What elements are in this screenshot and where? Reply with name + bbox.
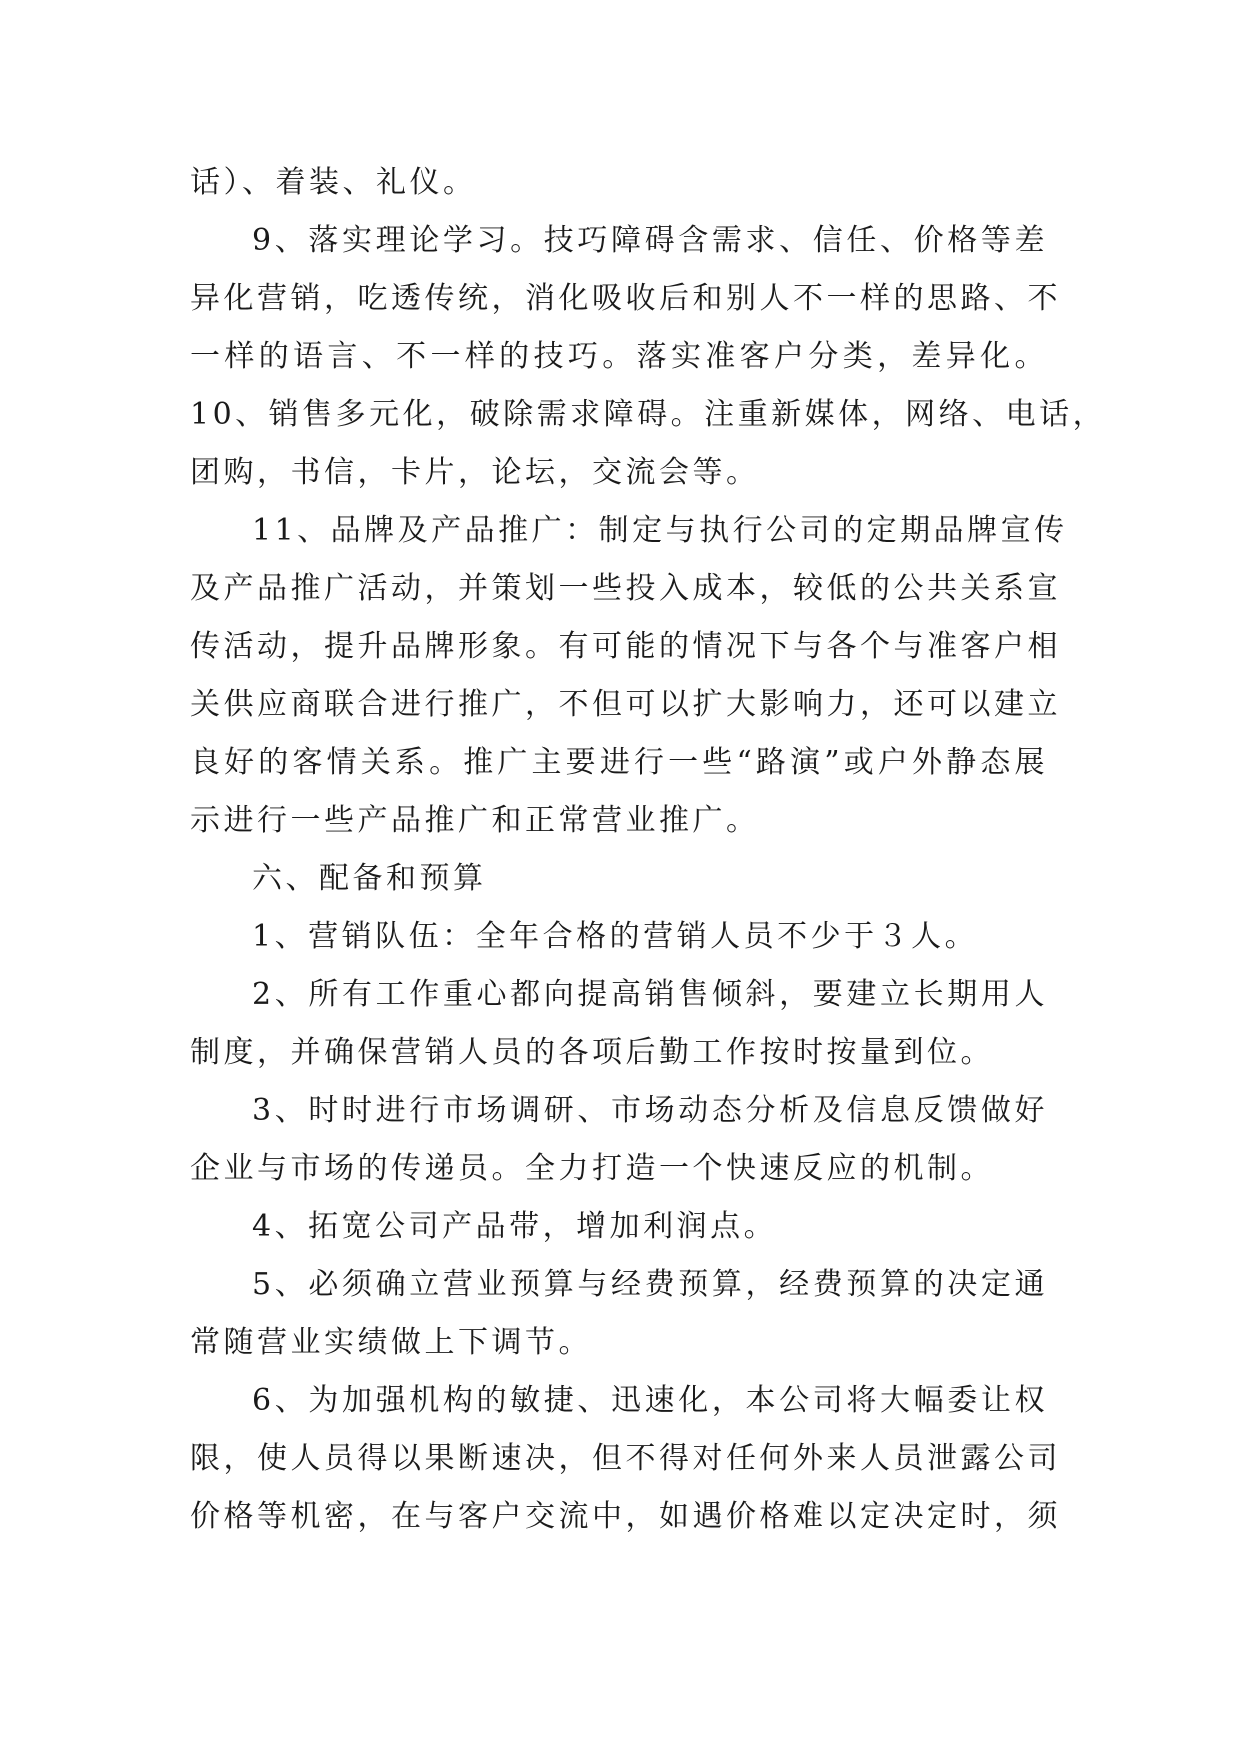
text-line: 异化营销，吃透传统，消化吸收后和别人不一样的思路、不: [190, 281, 1061, 316]
text-line: 制度，并确保营销人员的各项后勤工作按时按量到位。: [190, 1035, 994, 1070]
text-line: 6、为加强机构的敏捷、迅速化，本公司将大幅委让权: [252, 1383, 1048, 1418]
text-line: 企业与市场的传递员。全力打造一个快速反应的机制。: [190, 1151, 994, 1186]
text-line: 话）、着装、礼仪。: [190, 165, 477, 200]
section-heading: 六、配备和预算: [252, 861, 487, 896]
text-line: 团购，书信，卡片，论坛，交流会等。: [190, 455, 760, 490]
text-line: 一样的语言、不一样的技巧。落实准客户分类，差异化。: [190, 339, 1048, 374]
text-line: 价格等机密，在与客户交流中，如遇价格难以定决定时，须: [190, 1499, 1061, 1534]
document-body: [190, 154, 1107, 1546]
text-line: 5、必须确立营业预算与经费预算，经费预算的决定通: [252, 1267, 1048, 1302]
text-line: 良好的客情关系。推广主要进行一些“路演”或户外静态展: [190, 745, 1048, 780]
text-line: 11、品牌及产品推广：制定与执行公司的定期品牌宣传: [252, 513, 1068, 548]
text-line: 常随营业实绩做上下调节。: [190, 1325, 592, 1360]
text-line: 1、营销队伍：全年合格的营销人员不少于３人。: [252, 919, 979, 954]
text-line: 传活动，提升品牌形象。有可能的情况下与各个与准客户相: [190, 629, 1061, 664]
text-line: 10、销售多元化，破除需求障碍。注重新媒体，网络、电话，: [190, 397, 1107, 432]
text-line: 及产品推广活动，并策划一些投入成本，较低的公共关系宣: [190, 571, 1061, 606]
text-line: 关供应商联合进行推广，不但可以扩大影响力，还可以建立: [190, 687, 1061, 722]
text-line: 限，使人员得以果断速决，但不得对任何外来人员泄露公司: [190, 1441, 1061, 1476]
text-line: 4、拓宽公司产品带，增加利润点。: [252, 1209, 778, 1244]
text-line: 示进行一些产品推广和正常营业推广。: [190, 803, 760, 838]
text-line: 9、落实理论学习。技巧障碍含需求、信任、价格等差: [252, 223, 1048, 258]
text-line: 3、时时进行市场调研、市场动态分析及信息反馈做好: [252, 1093, 1048, 1128]
text-line: 2、所有工作重心都向提高销售倾斜，要建立长期用人: [252, 977, 1048, 1012]
